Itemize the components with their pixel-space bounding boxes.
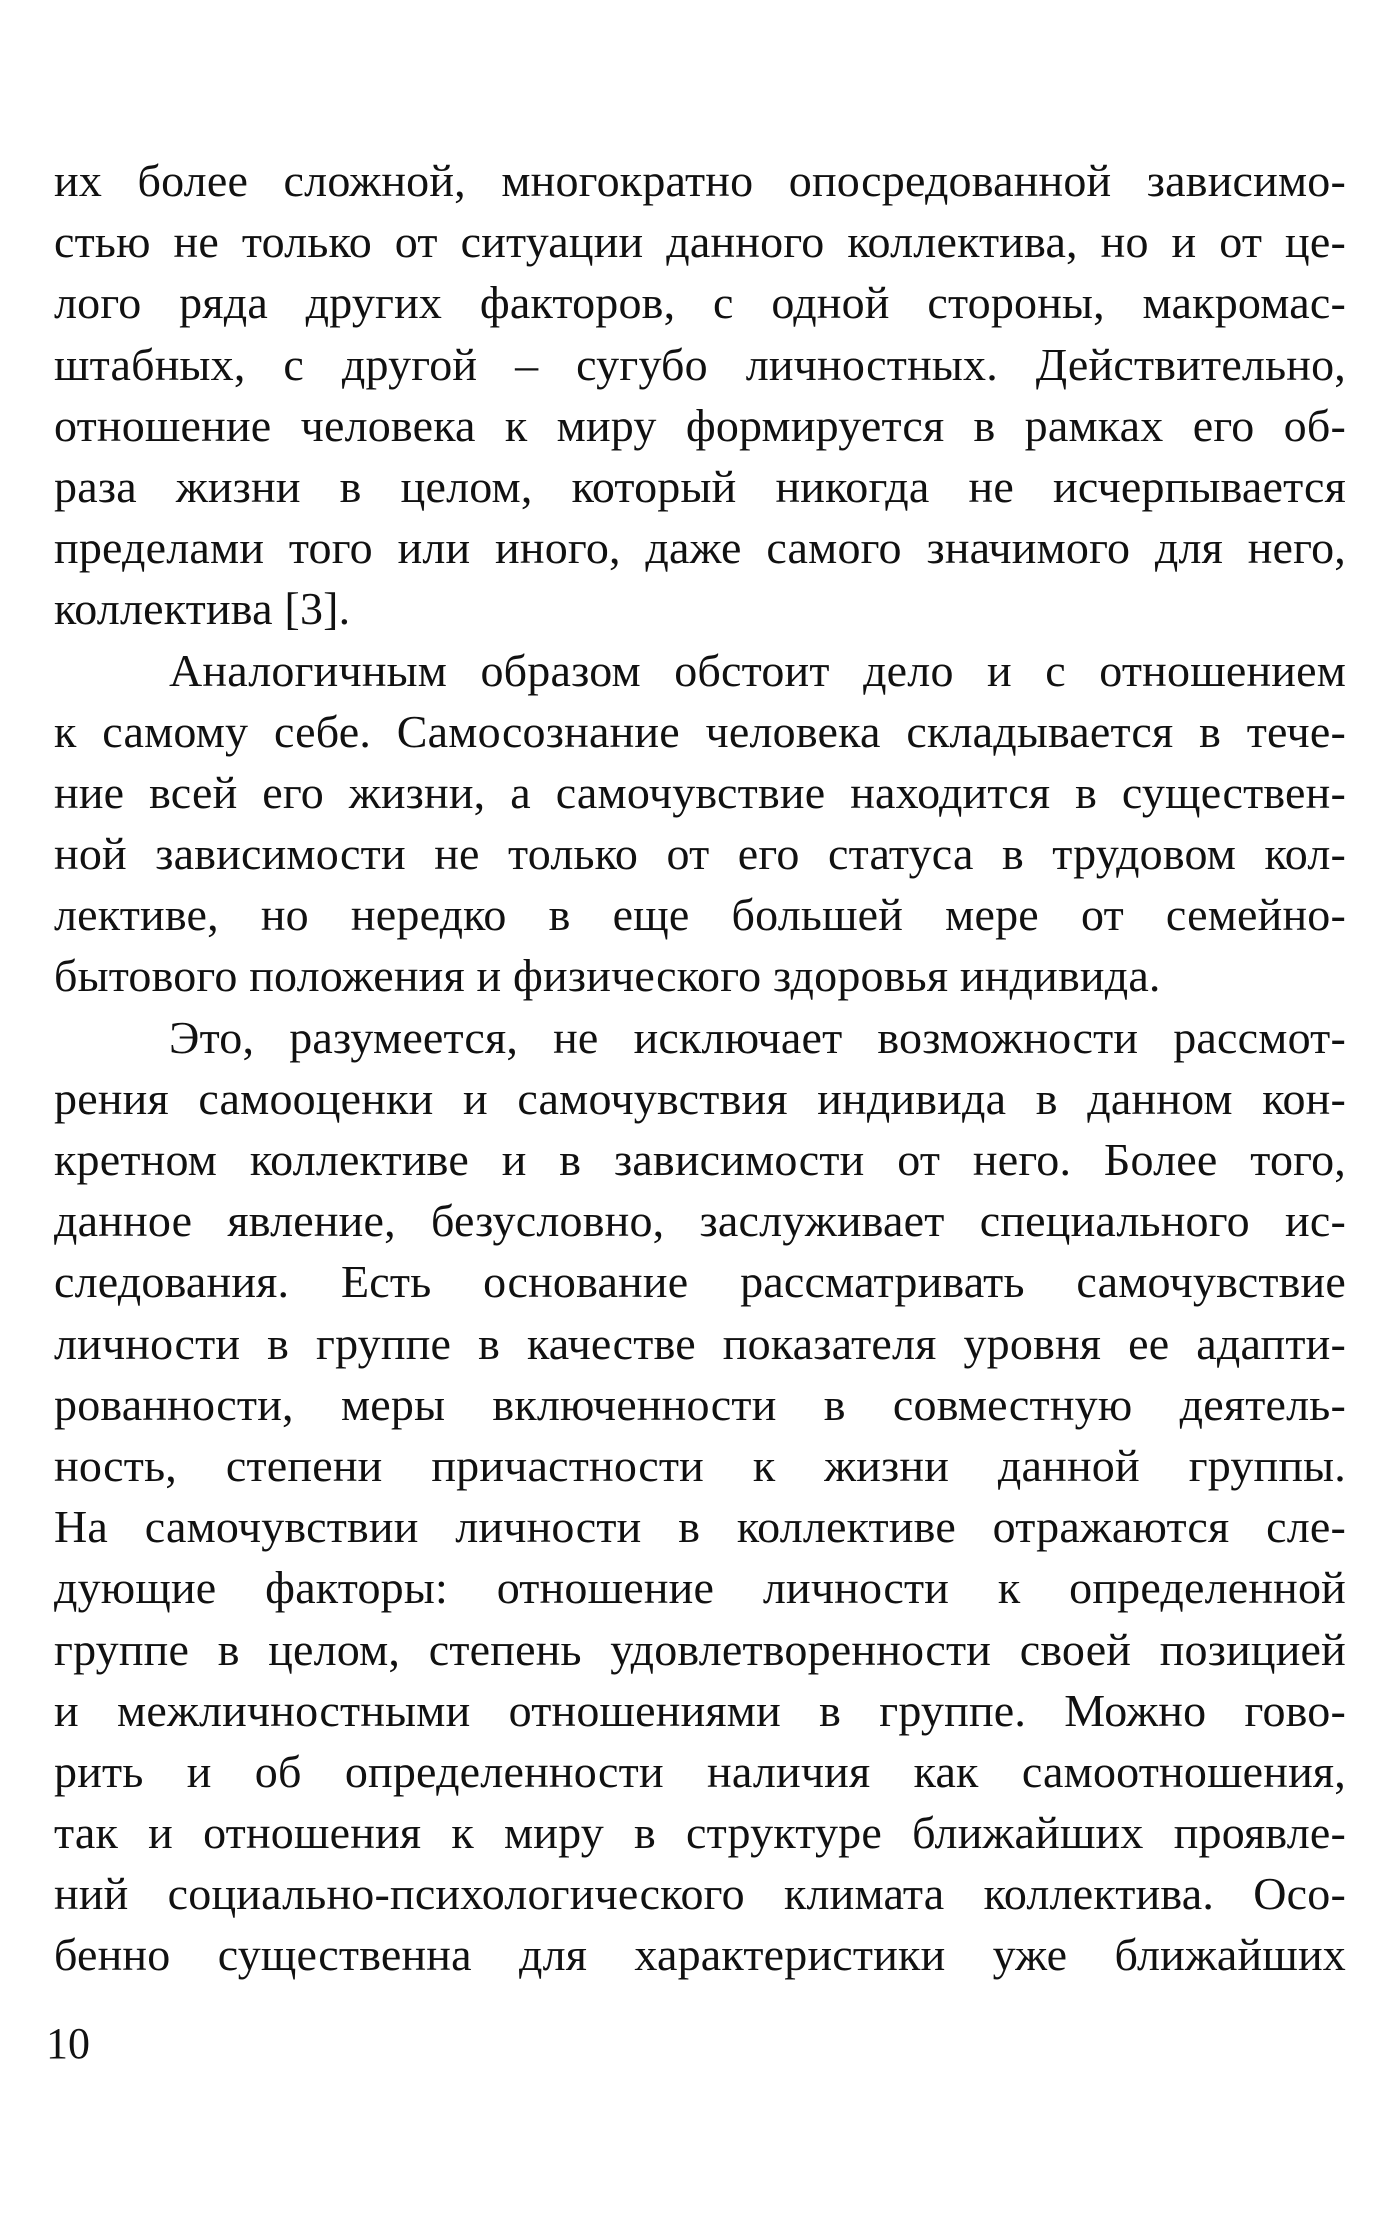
text-line: ний социально-психологического климата коллектива. Осо- — [54, 1868, 1346, 1920]
text-line: бытового положения и физического здоровья индивида. — [54, 950, 1161, 1002]
text-line: ной зависимости не только от его статуса в трудовом кол- — [54, 828, 1346, 880]
text-line: ние всей его жизни, а самочувствие находится в существен- — [54, 766, 1346, 818]
text-line: кретном коллективе и в зависимости от него. Более того, — [54, 1134, 1346, 1185]
text-line: пределами того или иного, даже самого значимого для него, — [54, 522, 1346, 574]
paragraph-3 — [54, 1007, 1346, 1986]
text-line: бенно существенна для характеристики уже ближайших — [54, 1929, 1346, 1981]
text-line: На самочувствии личности в коллективе отражаются сле- — [54, 1501, 1346, 1553]
text-line: коллектива [3]. — [54, 583, 351, 635]
text-line: штабных, с другой – сугубо личностных. Действительно, — [54, 338, 1346, 390]
text-line: стью не только от ситуации данного коллектива, но и от це- — [54, 216, 1346, 268]
paragraph-1 — [54, 150, 1346, 640]
text-line: рения самооценки и самочувствия индивида в данном кон- — [54, 1072, 1346, 1124]
page-number: 10 — [46, 2019, 90, 2068]
text-line: к самому себе. Самосознание человека складывается в тече- — [54, 705, 1346, 757]
text-line: данное явление, безусловно, заслуживает специального ис- — [54, 1195, 1346, 1247]
text-line: так и отношения к миру в структуре ближайших проявле- — [54, 1807, 1346, 1859]
text-line: рить и об определенности наличия как самоотношения, — [54, 1745, 1346, 1797]
body-text — [54, 150, 1346, 1986]
text-line: их более сложной, многократно опосредованной зависимо- — [54, 155, 1346, 206]
text-line: Это, разумеется, не исключает возможности рассмот- — [169, 1011, 1346, 1063]
text-line: лективе, но нередко в еще большей мере от семейно- — [54, 889, 1346, 941]
text-line: отношение человека к миру формируется в рамках его об- — [54, 399, 1346, 451]
text-line: Аналогичным образом обстоит дело и с отношением — [169, 644, 1346, 696]
text-line: лого ряда других факторов, с одной стороны, макромас- — [54, 277, 1346, 329]
text-line: ность, степени причастности к жизни данной группы. — [54, 1439, 1346, 1491]
text-line: раза жизни в целом, который никогда не исчерпывается — [54, 460, 1346, 512]
text-line: личности в группе в качестве показателя уровня ее адапти- — [54, 1317, 1346, 1369]
paragraph-2 — [54, 640, 1346, 1007]
text-line: и межличностными отношениями в группе. Можно гово- — [54, 1684, 1346, 1736]
text-line: рованности, меры включенности в совместную деятель- — [54, 1378, 1346, 1430]
text-line: группе в целом, степень удовлетворенности своей позицией — [54, 1623, 1346, 1675]
text-line: дующие факторы: отношение личности к определенной — [54, 1562, 1346, 1614]
text-line: следования. Есть основание рассматривать самочувствие — [54, 1256, 1346, 1308]
